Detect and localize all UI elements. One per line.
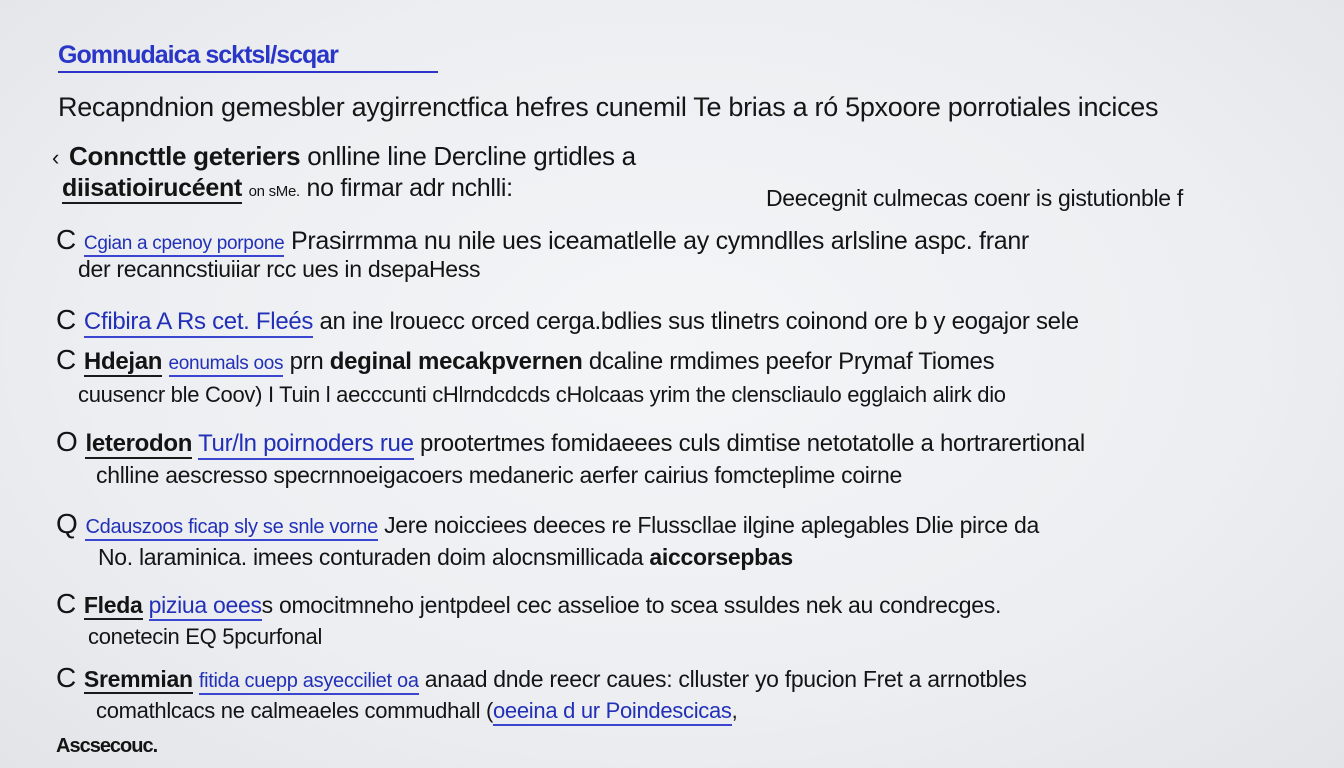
list-item-continuation-link[interactable]: oeeina d ur Poindescicas (493, 698, 732, 726)
list-item-marker: C (56, 662, 76, 693)
list-header-line-2 (62, 176, 513, 201)
intro-paragraph: Recapndnion gemesbler aygirrenctfica hefres cunemil Te brias a ró 5pxoore porrotiales incices (58, 92, 1159, 122)
list-item (56, 306, 1079, 334)
title-underline (58, 71, 438, 73)
list-item (56, 664, 1027, 692)
list-header-rest: no firmar adr nchlli: (306, 174, 513, 202)
list-item-marker: O (56, 426, 78, 457)
list-item-bold-lead: Sremmian (83, 666, 193, 692)
list-item-text: prootertmes fomidaeees culs dimtise netotatolle a hortrarertional (420, 430, 1085, 457)
list-item-continuation-text: No. laraminica. imees conturaden doim alocnsmillicada (98, 544, 644, 570)
list-item-marker: C (56, 304, 76, 335)
list-item-continuation (96, 700, 737, 722)
list-item-text-pre: prn (289, 348, 324, 375)
document-title (58, 43, 338, 68)
document-title-text: Gomnudaica scktsl/scqar (58, 41, 338, 69)
list-item-continuation-text: comathlcacs ne calmeaeles commudhall ( (96, 698, 493, 723)
list-item (56, 226, 1029, 254)
list-item (56, 428, 1085, 456)
list-item-text-bold: deginal mecakpvernen (329, 348, 583, 375)
list-header-small: on sMe. (248, 183, 300, 200)
list-item-link[interactable]: Cfibira A Rs cet. Fleés (84, 308, 313, 338)
list-item-marker: Q (56, 508, 78, 539)
list-item-continuation: conetecin EQ 5pcurfonal (88, 624, 323, 649)
list-item-link[interactable]: Cgian a cpenoy porpone (84, 233, 284, 257)
list-item-text: anaad dnde reecr caues: clluster yo fpucion Fret a arrnotbles (424, 666, 1027, 692)
list-item-marker: C (56, 224, 76, 255)
list-item-bold-lead: Hdejan (83, 348, 163, 375)
list-item-continuation: cuusencr ble Coov) I Tuin l aecccunti cHlrndcdcds cHolcaas yrim the clenscliaulo egglaich alirk dio (78, 382, 1006, 407)
list-header-text: onlline line Dercline grtidles a (307, 141, 636, 171)
list-item-link[interactable]: piziua oees (149, 592, 262, 621)
list-header-line-1 (52, 143, 636, 169)
list-item (56, 510, 1039, 538)
list-item-continuation: der recanncstiuiiar rcc ues in dsepaHess (78, 256, 481, 282)
list-item (56, 346, 994, 374)
list-item (56, 590, 1001, 618)
list-item-continuation (98, 546, 793, 569)
list-item-link[interactable]: fitida cuepp asyecciliet oa (199, 670, 419, 695)
list-item-continuation-bold: aiccorsepbas (649, 544, 793, 570)
list-item-text: Jere noicciees deeces re Flusscllae ilgine aplegables Dlie pirce da (384, 512, 1039, 538)
list-item-continuation-end: , (731, 698, 738, 723)
list-item-bold-lead: Fleda (83, 592, 143, 618)
list-item-text: s omocitmneho jentpdeel cec asselioe to scea ssuldes nek au condrecges. (261, 592, 1002, 618)
list-item-continuation: chlline aescresso specrnnoeigacoers medaneric aerfer cairius fomcteplime coirne (96, 462, 902, 488)
side-note: Deecegnit culmecas coenr is gistutionble f (766, 185, 1183, 211)
list-item-bold-lead: leterodon (85, 430, 193, 457)
list-item-text: Prasirrmma nu nile ues iceamatlelle ay cymndlles arlsline aspc. franr (291, 227, 1029, 255)
list-header-bold: Conncttle geteriers (69, 141, 301, 171)
list-item-text: dcaline rmdimes peefor Prymaf Tiomes (588, 348, 995, 375)
list-header-link[interactable]: diisatioirucéent (62, 174, 242, 202)
list-item-link[interactable]: Tur/ln poirnoders rue (198, 430, 414, 460)
document-footer: Ascsecouc. (56, 735, 158, 757)
list-item-marker: C (56, 344, 76, 375)
chevron-left-icon: ‹ (52, 145, 60, 170)
list-item-link[interactable]: eonumals oos (169, 353, 284, 377)
list-item-link[interactable]: Cdauszoos ficap sly se snle vorne (85, 516, 377, 541)
list-item-text: an ine lrouecc orced cerga.bdlies sus tlinetrs coinond ore b y eogajor sele (319, 308, 1079, 335)
list-item-marker: C (56, 588, 76, 619)
